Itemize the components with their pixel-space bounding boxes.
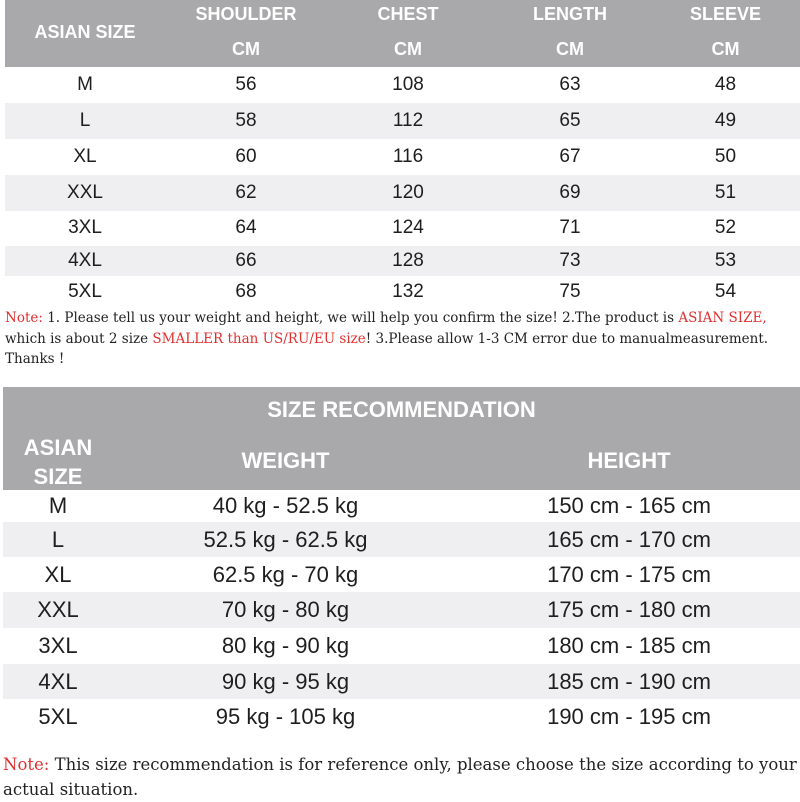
length-cell: 65 bbox=[559, 110, 581, 131]
length-cell: 73 bbox=[559, 250, 581, 271]
shoulder-column-header: SHOULDER bbox=[195, 4, 297, 24]
size-cell: XL bbox=[44, 562, 72, 587]
weight-cell: 80 kg - 90 kg bbox=[221, 633, 350, 658]
chest-column-header: CHEST bbox=[377, 4, 439, 24]
table-row bbox=[3, 628, 800, 664]
table-row bbox=[5, 246, 800, 276]
shoulder-cell: 56 bbox=[235, 74, 257, 95]
table-row bbox=[5, 211, 800, 244]
shoulder-cell: 60 bbox=[235, 146, 257, 167]
table-row bbox=[5, 276, 800, 308]
weight-column-header: WEIGHT bbox=[241, 448, 330, 473]
size-column-header: ASIAN SIZE bbox=[34, 22, 136, 42]
height-cell: 170 cm - 175 cm bbox=[547, 562, 711, 587]
sleeve-column-header: SLEEVE bbox=[689, 4, 762, 24]
table-row bbox=[3, 699, 800, 734]
weight-cell: 40 kg - 52.5 kg bbox=[212, 493, 359, 518]
table-row bbox=[5, 175, 800, 211]
sleeve-cell: 50 bbox=[714, 146, 737, 167]
weight-cell: 95 kg - 105 kg bbox=[215, 704, 356, 729]
recommendation-size-header bbox=[3, 433, 113, 491]
table-row bbox=[5, 140, 800, 173]
table-row bbox=[3, 592, 800, 628]
size-cell: M bbox=[48, 493, 68, 518]
chest-cell: 112 bbox=[392, 110, 424, 131]
size-cell: 4XL bbox=[68, 250, 102, 271]
sleeve-cell: 49 bbox=[714, 110, 737, 131]
height-cell: 190 cm - 195 cm bbox=[547, 704, 711, 729]
shoulder-cell: 64 bbox=[235, 217, 257, 238]
length-cell: 63 bbox=[559, 74, 581, 95]
recommendation-note bbox=[3, 752, 800, 802]
table-row bbox=[5, 103, 800, 139]
chest-unit: CM bbox=[394, 39, 422, 59]
table-row bbox=[3, 557, 800, 592]
length-cell: 75 bbox=[559, 281, 581, 302]
size-cell: L bbox=[51, 527, 65, 552]
chest-cell: 128 bbox=[392, 250, 424, 271]
height-column-header: HEIGHT bbox=[587, 448, 671, 473]
note-label: Note: bbox=[5, 310, 43, 326]
weight-cell: 70 kg - 80 kg bbox=[221, 597, 350, 622]
table-row bbox=[3, 490, 800, 522]
size-cell: M bbox=[77, 74, 93, 95]
height-cell: 180 cm - 185 cm bbox=[547, 633, 711, 658]
height-cell: 150 cm - 165 cm bbox=[547, 493, 711, 518]
size-recommendation-table bbox=[3, 387, 800, 729]
table-row bbox=[5, 70, 800, 100]
sleeve-cell: 53 bbox=[714, 250, 737, 271]
note-text: This size recommendation is for reference only, please choose the size according to your actual situation. bbox=[3, 755, 797, 799]
sleeve-cell: 51 bbox=[714, 182, 737, 203]
length-cell: 71 bbox=[559, 217, 581, 238]
note-text-part3: ! 3.Please allow 1-3 CM error due to manualmeasurement. Thanks ! bbox=[5, 330, 769, 367]
length-cell: 67 bbox=[559, 146, 581, 167]
weight-cell: 62.5 kg - 70 kg bbox=[212, 562, 359, 587]
size-header-line1: ASIAN bbox=[23, 435, 93, 460]
length-cell: 69 bbox=[559, 182, 581, 203]
height-cell: 175 cm - 180 cm bbox=[547, 597, 711, 622]
size-cell: 3XL bbox=[68, 217, 102, 238]
weight-cell: 52.5 kg - 62.5 kg bbox=[203, 527, 368, 552]
sleeve-cell: 48 bbox=[714, 74, 737, 95]
sleeve-unit: CM bbox=[711, 39, 740, 59]
shoulder-unit: CM bbox=[232, 39, 260, 59]
recommendation-table-header bbox=[3, 387, 800, 490]
size-cell: 5XL bbox=[38, 704, 78, 729]
note-text-part2: which is about 2 size bbox=[5, 330, 153, 347]
note-label: Note: bbox=[3, 755, 50, 774]
recommendation-title: SIZE RECOMMENDATION bbox=[267, 397, 536, 422]
shoulder-cell: 68 bbox=[235, 281, 257, 302]
chest-cell: 108 bbox=[392, 74, 424, 95]
chest-cell: 116 bbox=[392, 146, 424, 167]
length-column-header: LENGTH bbox=[533, 4, 607, 24]
shoulder-cell: 62 bbox=[235, 182, 257, 203]
height-cell: 185 cm - 190 cm bbox=[547, 669, 711, 694]
size-cell: XXL bbox=[67, 182, 103, 203]
measurement-table-header bbox=[5, 0, 800, 67]
table-row bbox=[3, 522, 800, 557]
chest-cell: 132 bbox=[392, 281, 424, 302]
size-cell: XL bbox=[73, 146, 97, 167]
size-cell: XXL bbox=[37, 597, 79, 622]
size-header-line2: SIZE bbox=[33, 464, 83, 489]
chest-cell: 124 bbox=[392, 217, 424, 238]
length-unit: CM bbox=[556, 39, 584, 59]
note-highlight-smaller: SMALLER than US/RU/EU size bbox=[152, 330, 366, 347]
sleeve-cell: 54 bbox=[714, 281, 737, 302]
measurement-table bbox=[5, 0, 800, 302]
chest-cell: 120 bbox=[392, 182, 424, 203]
shoulder-cell: 58 bbox=[235, 110, 257, 131]
size-cell: 5XL bbox=[68, 281, 102, 302]
size-note bbox=[5, 308, 800, 370]
note-highlight-asian-size: ASIAN SIZE, bbox=[678, 310, 767, 326]
size-cell: L bbox=[79, 110, 91, 131]
height-cell: 165 cm - 170 cm bbox=[547, 527, 711, 552]
note-text-part1: 1. Please tell us your weight and height, we will help you confirm the size! 2.The product is bbox=[42, 310, 679, 326]
shoulder-cell: 66 bbox=[235, 250, 257, 271]
size-cell: 3XL bbox=[38, 633, 78, 658]
size-cell: 4XL bbox=[38, 669, 78, 694]
sleeve-cell: 52 bbox=[714, 217, 737, 238]
weight-cell: 90 kg - 95 kg bbox=[221, 669, 350, 694]
table-row bbox=[3, 664, 800, 699]
